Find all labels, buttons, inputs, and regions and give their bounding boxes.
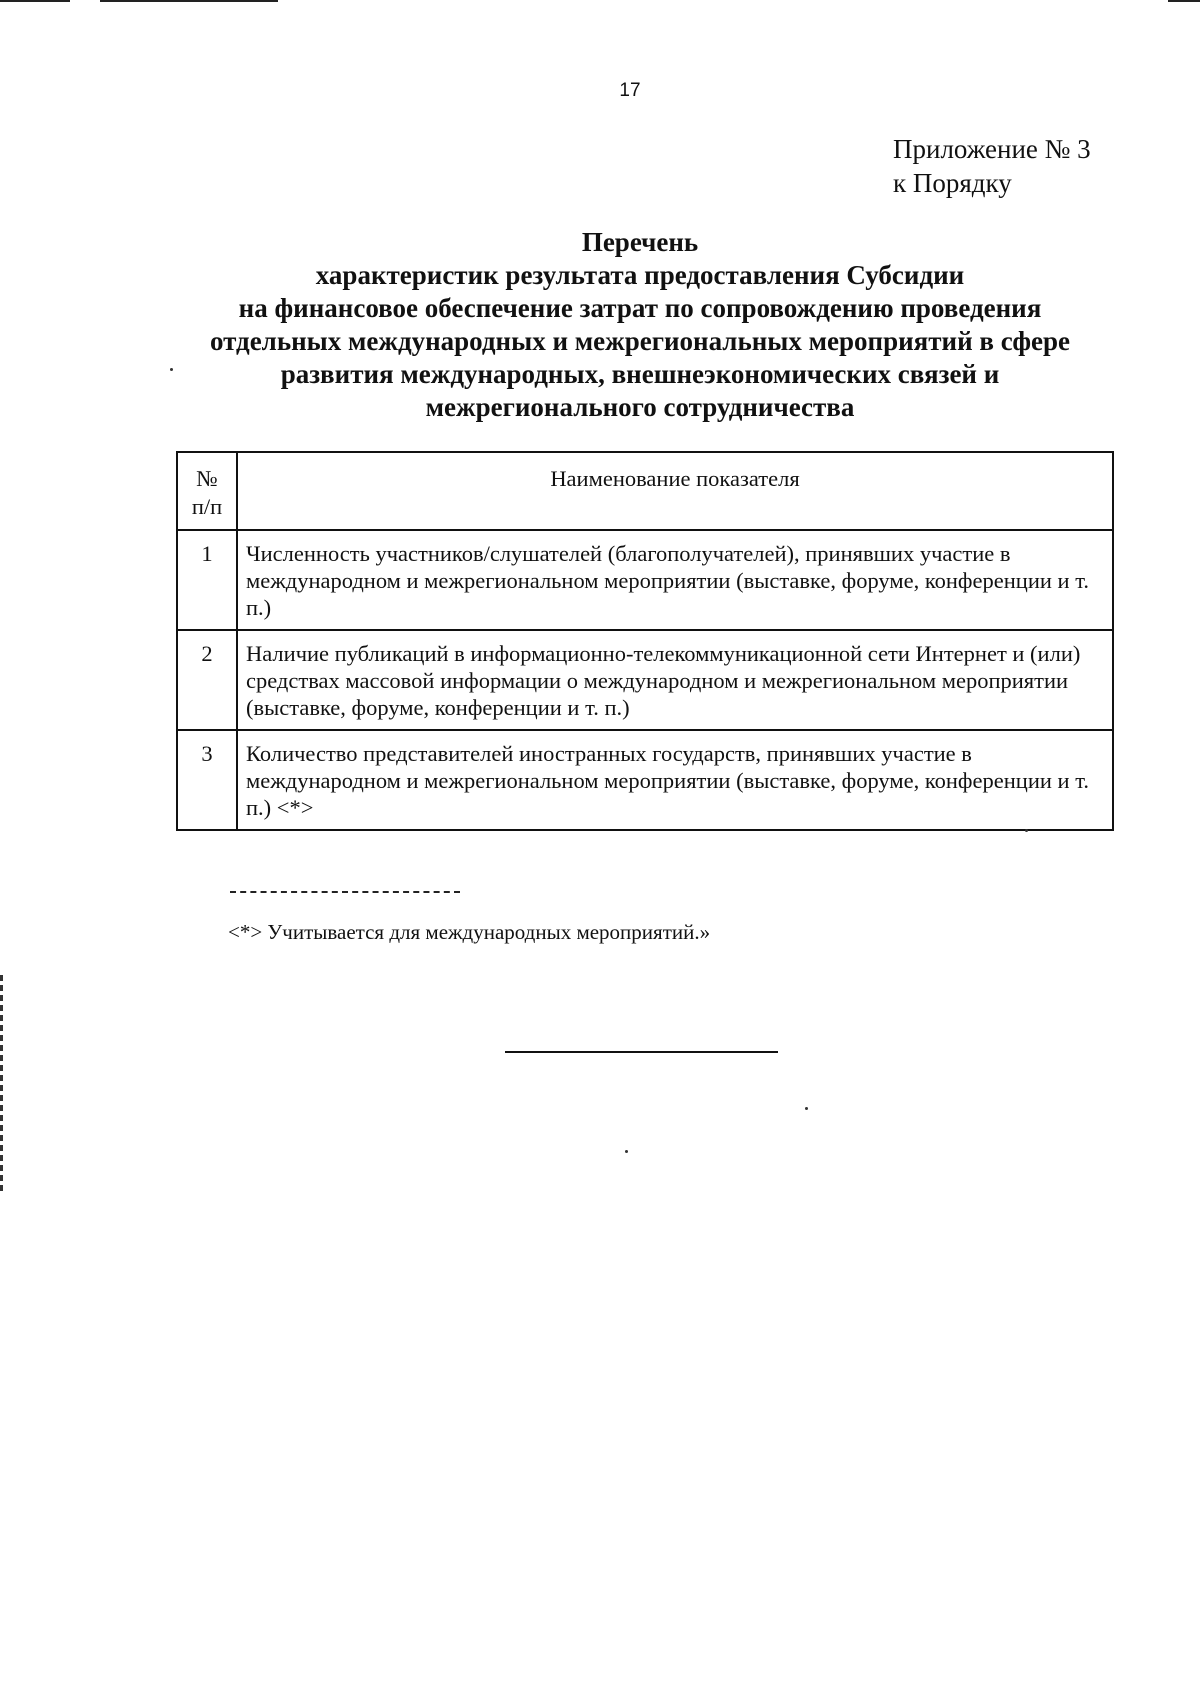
column-header-indicator-name: Наименование показателя: [237, 452, 1113, 530]
footnote-separator: [230, 891, 460, 893]
indicator-name: Количество представителей иностранных государств, принявших участие в международном и межрегиональном мероприятии (выставке, форуме, конференции и т. п.) <*>: [237, 730, 1113, 830]
title-line: характеристик результата предоставления Субсидии: [315, 260, 965, 290]
scan-speck: [805, 1107, 808, 1110]
title-line: на финансовое обеспечение затрат по сопровождению проведения: [238, 293, 1042, 323]
scan-artifact-line: [100, 0, 278, 2]
indicator-name: Наличие публикаций в информационно-телекоммуникационной сети Интернет и (или) средствах массовой информации о международном и межрегиональном мероприятии (выставке, форуме, конференции и т. п.): [237, 630, 1113, 730]
table-row: [177, 730, 1113, 830]
appendix-line: к Порядку: [893, 168, 1012, 198]
document-title: [130, 226, 1150, 424]
end-of-document-rule: [505, 1051, 778, 1053]
title-line: отдельных международных и межрегиональных мероприятий в сфере: [209, 326, 1071, 356]
row-number: 3: [177, 730, 237, 830]
page-number: 17: [619, 80, 641, 101]
appendix-reference: [893, 132, 1091, 200]
scan-speck: [625, 1150, 628, 1153]
indicators-table: [176, 451, 1114, 831]
title-line: межрегионального сотрудничества: [425, 392, 855, 422]
scan-speck: [170, 368, 173, 371]
column-header-number-line: №: [196, 466, 218, 491]
column-header-number-line: п/п: [191, 494, 223, 519]
row-number: 1: [177, 530, 237, 630]
table-row: [177, 530, 1113, 630]
column-header-number: [177, 452, 237, 530]
table-header-row: [177, 452, 1113, 530]
scan-artifact-edge: [0, 975, 3, 1195]
title-line: развития международных, внешнеэкономических связей и: [280, 359, 1000, 389]
indicator-name: Численность участников/слушателей (благополучателей), принявших участие в международном и межрегиональном мероприятии (выставке, форуме, конференции и т. п.): [237, 530, 1113, 630]
row-number: 2: [177, 630, 237, 730]
appendix-line: Приложение № 3: [893, 134, 1091, 164]
footnote: <*> Учитывается для международных мероприятий.»: [228, 920, 711, 944]
table-row: [177, 630, 1113, 730]
title-line: Перечень: [581, 227, 699, 257]
scan-artifact-line: [0, 0, 70, 2]
scan-speck: [1025, 829, 1028, 832]
scan-artifact-line: [1168, 0, 1200, 2]
